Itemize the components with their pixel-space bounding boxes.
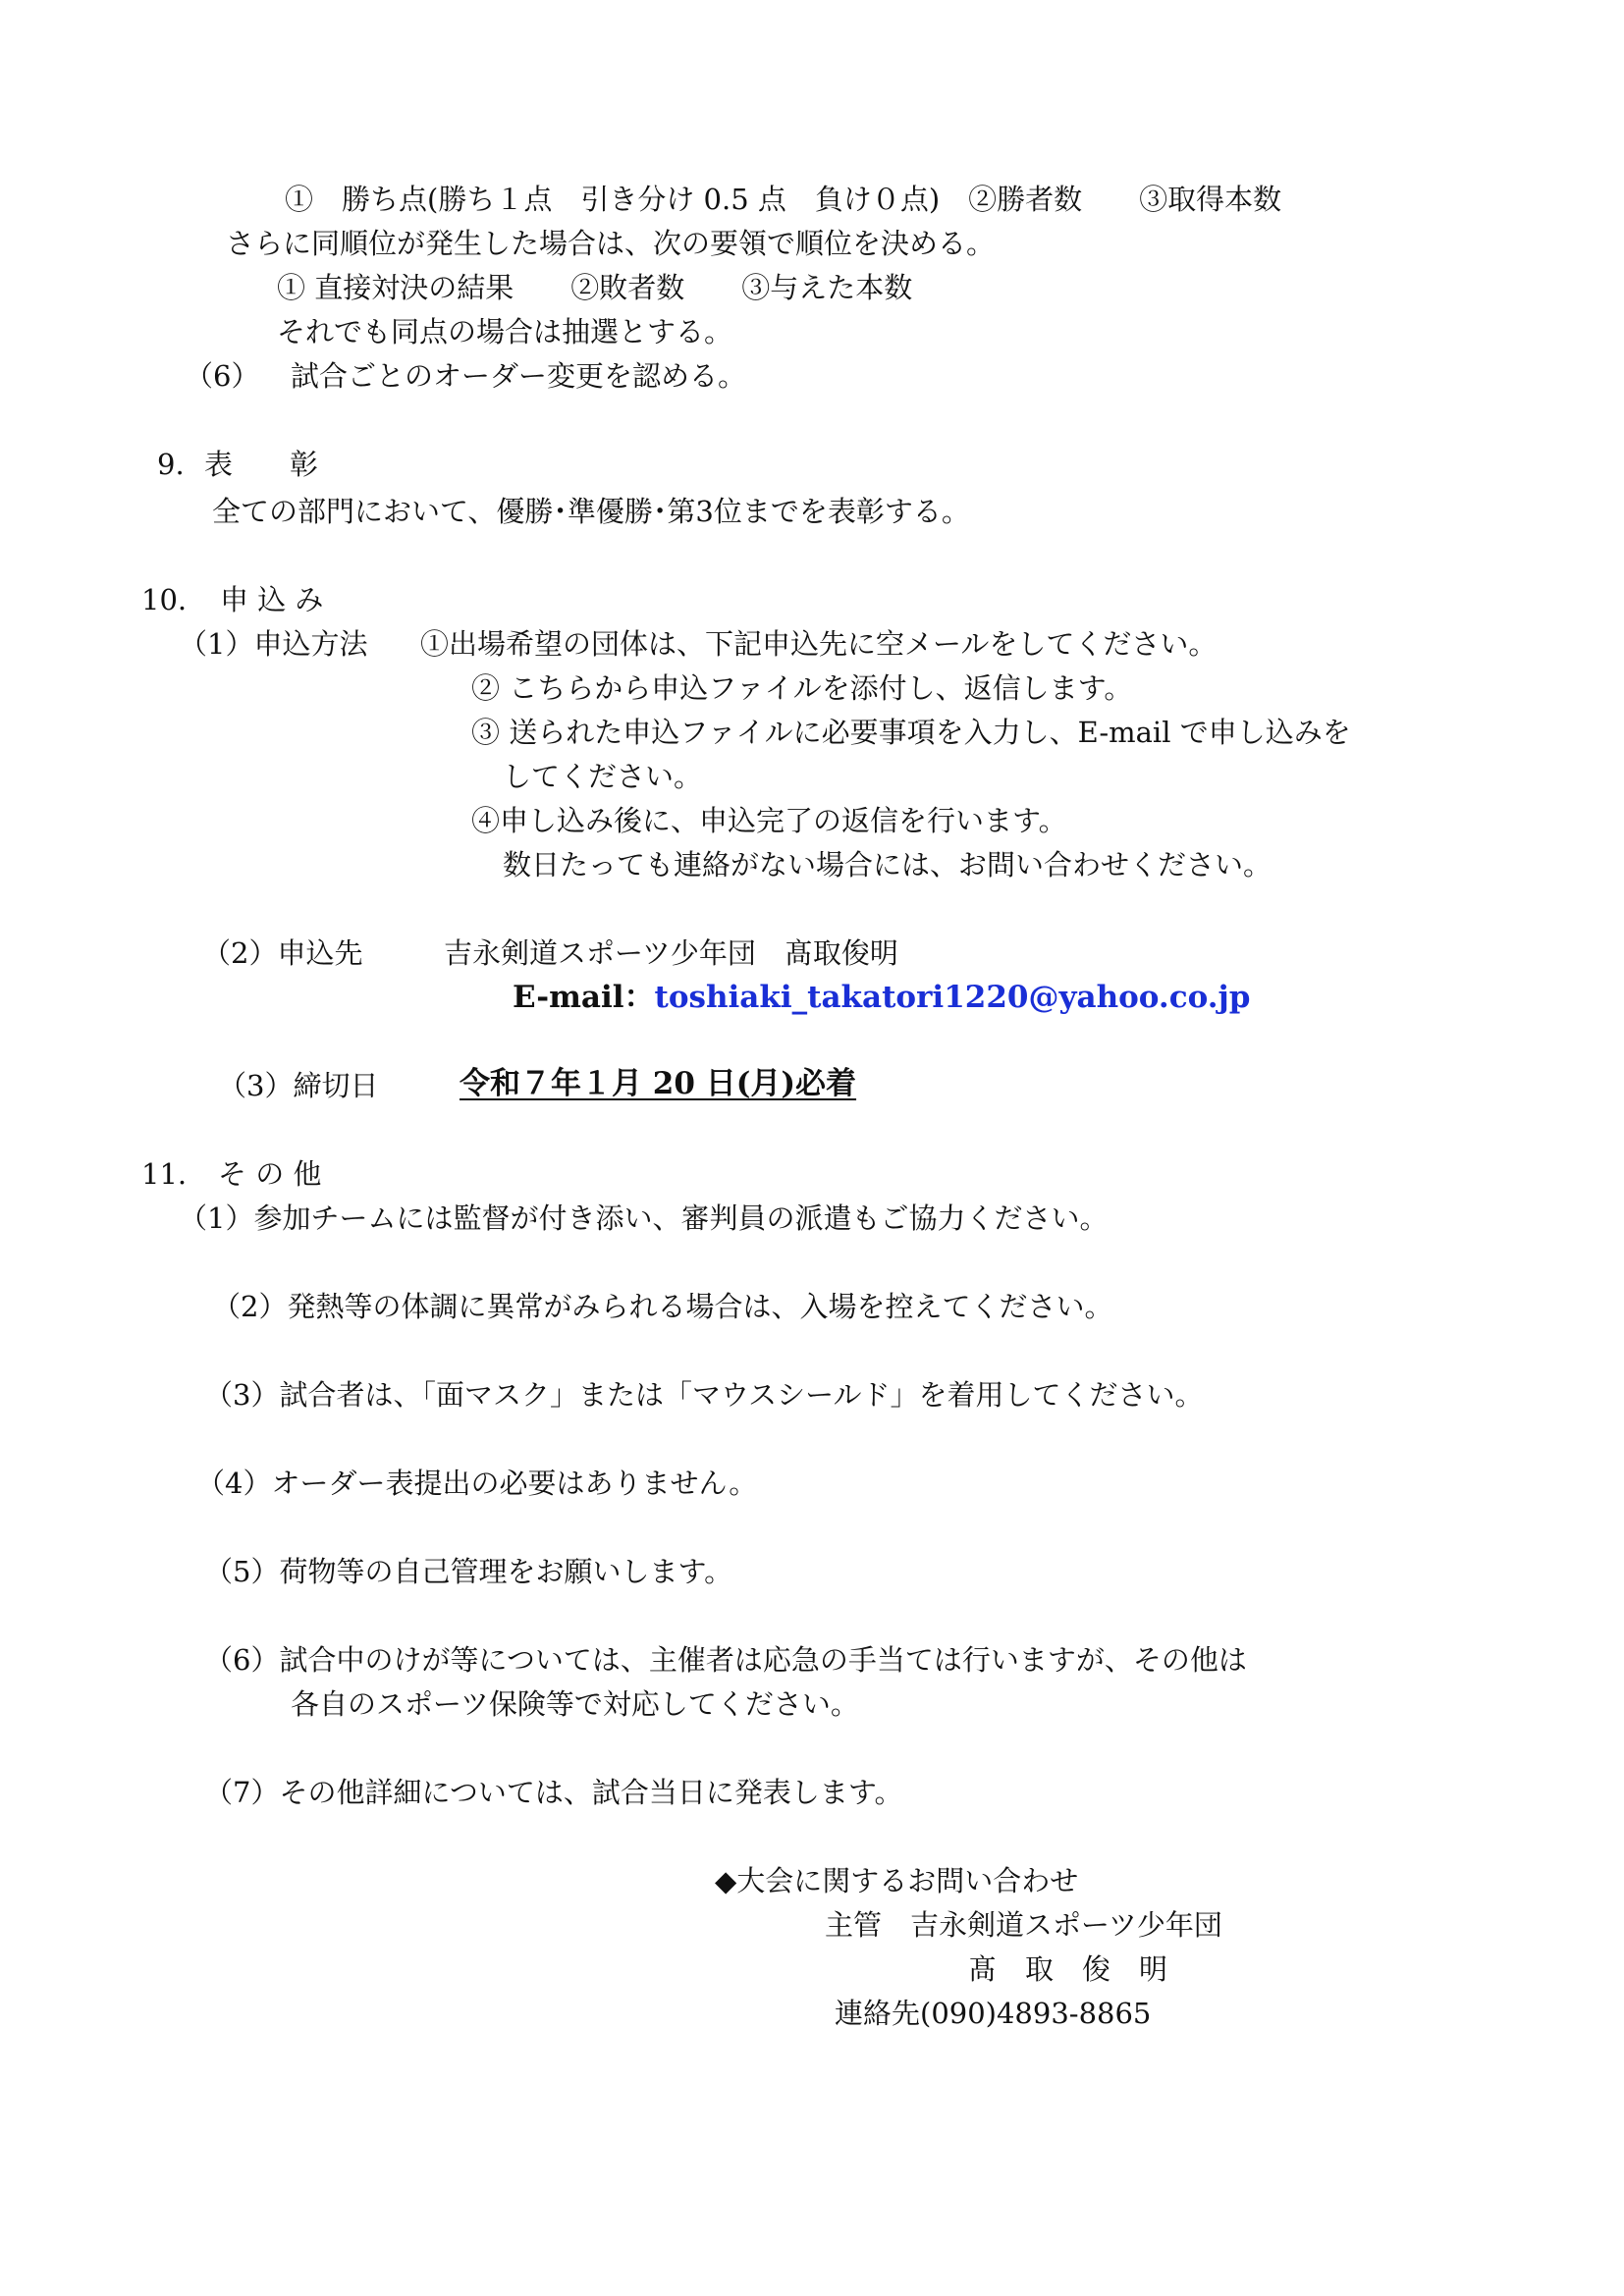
other-item-3: （3）試合者は、「面マスク」または「マウスシールド」を着用してください。 <box>204 1378 1204 1412</box>
item6-text: 試合ごとのオーダー変更を認める。 <box>291 359 747 393</box>
email-label: E-mail： <box>513 980 655 1015</box>
item6-number: （6） <box>185 359 260 393</box>
deadline-date-text: 令和７年１月 20 日(月)必着 <box>460 1066 857 1101</box>
other-item-4: （4）オーダー表提出の必要はありません。 <box>196 1467 758 1500</box>
other-item-2: （2）発熱等の体調に異常がみられる場合は、入場を控えてください。 <box>212 1290 1113 1323</box>
method-step-4-cont: 数日たっても連絡がない場合には、お問い合わせください。 <box>503 848 1272 881</box>
section11-heading: そ の 他 <box>218 1157 322 1191</box>
tiebreak-criteria: ① 直接対決の結果 ②敗者数 ③与えた本数 <box>277 271 913 304</box>
lottery-note: それでも同点の場合は抽選とする。 <box>277 315 733 348</box>
method-step-3-cont: してください。 <box>503 760 703 793</box>
other-item-5: （5）荷物等の自己管理をお願いします。 <box>204 1555 733 1588</box>
section10-heading: 申 込 み <box>220 583 324 616</box>
section9-heading: 表 彰 <box>204 448 319 481</box>
other-item-1: （1）参加チームには監督が付き添い、審判員の派遣もご協力ください。 <box>179 1201 1109 1235</box>
contact-organizer: 主管 吉永剣道スポーツ少年団 <box>825 1908 1222 1942</box>
scoring-criteria-line: ① 勝ち点(勝ち１点 引き分け 0.5 点 負け０点) ②勝者数 ③取得本数 <box>285 183 1282 216</box>
section9-number: 9. <box>157 448 185 481</box>
deadline-date <box>460 1066 856 1101</box>
contact-name: 髙 取 俊 明 <box>968 1952 1168 1986</box>
other-item-6: （6）試合中のけが等については、主催者は応急の手当ては行いますが、その他は <box>204 1643 1247 1677</box>
section9-body: 全ての部門において、優勝･準優勝･第3位までを表彰する。 <box>212 495 970 528</box>
email-link[interactable]: toshiaki_takatori1220@yahoo.co.jp <box>654 980 1251 1015</box>
section11-number: 11. <box>141 1157 188 1191</box>
method-label: （1）申込方法 <box>179 627 368 661</box>
deadline-label: （3）締切日 <box>218 1069 379 1102</box>
method-step-3: ③ 送られた申込ファイルに必要事項を入力し、E-mail で申し込みを <box>471 716 1351 749</box>
destination-org: 吉永剣道スポーツ少年団 髙取俊明 <box>444 936 898 970</box>
other-item-6-cont: 各自のスポーツ保険等で対応してください。 <box>291 1687 859 1721</box>
contact-title: ◆大会に関するお問い合わせ <box>715 1864 1079 1897</box>
method-step-4: ④申し込み後に、申込完了の返信を行います。 <box>471 804 1067 837</box>
method-step-1: ①出場希望の団体は、下記申込先に空メールをしてください。 <box>420 627 1218 661</box>
method-step-2: ② こちらから申込ファイルを添付し、返信します。 <box>471 671 1133 705</box>
tiebreak-intro: さらに同順位が発生した場合は、次の要領で順位を決める。 <box>226 227 996 260</box>
email-line <box>513 980 1250 1015</box>
section10-number: 10. <box>141 583 188 616</box>
destination-label: （2）申込先 <box>202 936 363 970</box>
other-item-7: （7）その他詳細については、試合当日に発表します。 <box>204 1776 903 1809</box>
contact-phone: 連絡先(090)4893-8865 <box>835 1997 1152 2030</box>
